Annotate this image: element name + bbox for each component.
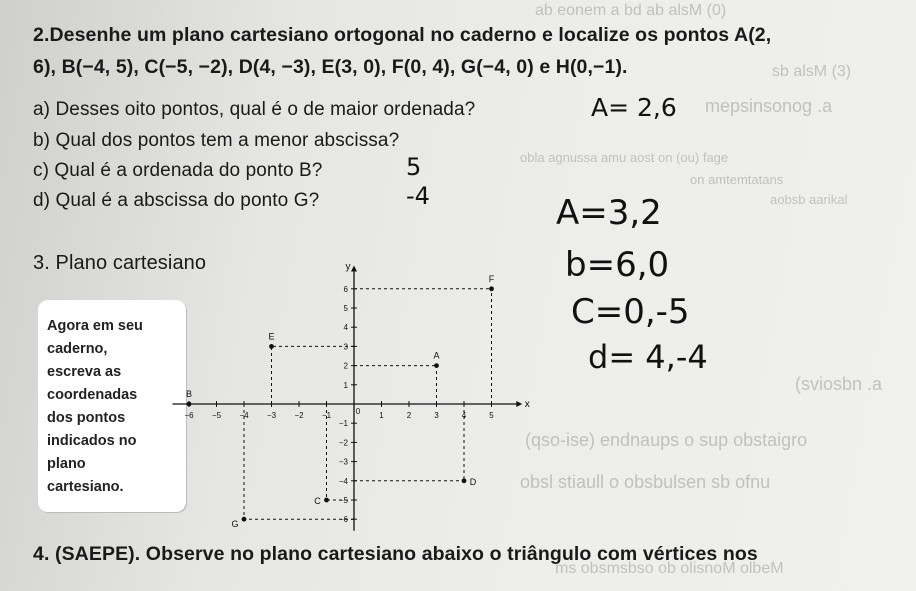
y-tick-label: −1 (338, 419, 348, 429)
handwritten-c: C=0,-5 (571, 292, 690, 332)
x-tick-label: −4 (239, 411, 249, 420)
y-tick-label: −4 (338, 476, 348, 486)
y-tick-label: 2 (343, 361, 348, 371)
y-tick-label: −6 (338, 515, 348, 525)
point-label-A: A (433, 350, 440, 361)
x-tick-label: −1 (321, 411, 332, 420)
q2-item-c: c) Qual é a ordenada do ponto B? (33, 160, 323, 181)
point-label-E: E (268, 331, 275, 342)
point-B (187, 402, 192, 407)
x-tick-label: −5 (211, 411, 222, 420)
handwritten-b: b=6,0 (565, 245, 670, 285)
point-A (434, 363, 439, 368)
point-label-B: B (185, 389, 193, 399)
y-axis-label: y (345, 261, 351, 273)
x-tick-label: −3 (266, 411, 277, 420)
x-tick-label: 3 (434, 411, 439, 420)
instruction-line: dos pontos (47, 410, 126, 426)
point-G (242, 517, 247, 522)
x-tick-label: 4 (461, 411, 467, 420)
x-tick-label: −2 (294, 411, 304, 420)
instruction-line: indicados no (47, 433, 137, 449)
ghost-text: (sviosbn .a (795, 374, 883, 394)
point-label-G: G (231, 519, 239, 530)
handwritten-answer-d: -4 (406, 182, 430, 210)
ghost-text: on amtemtatans (690, 172, 784, 187)
point-label-C: C (314, 496, 321, 506)
ghost-text: sb alsM (3) (772, 63, 852, 80)
y-tick-label: 4 (343, 323, 348, 333)
ghost-text: ms obsmsbso ob olisnoM olbeM (555, 560, 784, 577)
q4-statement: 4. (SAEPE). Observe no plano cartesiano abaixo o triângulo com vértices nos (33, 543, 758, 565)
handwritten-answer-a: A= 2,6 (591, 93, 677, 122)
point-C (324, 498, 329, 503)
handwritten-A: A=3,2 (556, 193, 662, 233)
y-tick-label: −2 (338, 438, 348, 448)
q2-statement-line2: 6), B(−4, 5), C(−5, −2), D(4, −3), E(3, 0), F(0, 4), G(−4, 0) e H(0,−1). (33, 56, 628, 78)
instruction-line: caderno, (47, 341, 108, 357)
ghost-text: obla agnussa amu aost on (ou) fage (520, 150, 729, 165)
handwritten-answer-c: 5 (406, 153, 422, 181)
x-tick-label: 0 (355, 407, 361, 416)
y-tick-label: −5 (338, 496, 348, 505)
ghost-text: (qso-ise) endnaups o sup obstaigro (525, 430, 808, 450)
handwritten-d: d= 4,-4 (588, 338, 708, 376)
q2-statement-line1: 2.Desenhe um plano cartesiano ortogonal no caderno e localize os pontos A(2, (33, 24, 772, 46)
instruction-line: Agora em seu (47, 318, 143, 334)
x-tick-label: 2 (406, 411, 412, 420)
x-axis-label: x (524, 399, 530, 410)
y-axis-arrow (351, 266, 357, 272)
instruction-box (38, 300, 186, 512)
x-tick-label: −6 (184, 411, 194, 420)
instruction-line: cartesiano. (47, 479, 124, 495)
point-F (489, 286, 494, 291)
ghost-text: obsl stiaull o obsbulsen sb ofnu (520, 472, 771, 492)
y-tick-label: 1 (343, 380, 348, 390)
y-tick-label: 3 (343, 342, 348, 352)
instruction-line: escreva as (47, 364, 122, 380)
y-tick-label: −3 (338, 457, 348, 467)
point-D (462, 478, 467, 483)
ghost-text: mepsinsonog .a (705, 96, 833, 116)
q2-item-b: b) Qual dos pontos tem a menor abscissa? (33, 130, 400, 151)
instruction-line: coordenadas (47, 387, 138, 403)
q2-item-a: a) Desses oito pontos, qual é o de maior ordenada? (33, 99, 476, 120)
x-axis-arrow (516, 401, 522, 407)
y-tick-label: 6 (343, 284, 348, 294)
point-label-F: F (488, 273, 495, 284)
x-tick-label: 1 (379, 411, 384, 420)
q2-item-d: d) Qual é a abscissa do ponto G? (33, 190, 320, 211)
y-tick-label: 5 (343, 304, 348, 313)
ghost-text: aobsb aarikal (770, 192, 848, 207)
point-E (269, 344, 274, 349)
instruction-line: plano (47, 456, 86, 472)
ghost-text-top: ab eonem a bd ab alsM (0) (535, 2, 727, 19)
x-tick-label: 5 (489, 411, 494, 420)
q3-title: 3. Plano cartesiano (33, 252, 207, 274)
point-label-D: D (469, 476, 477, 487)
